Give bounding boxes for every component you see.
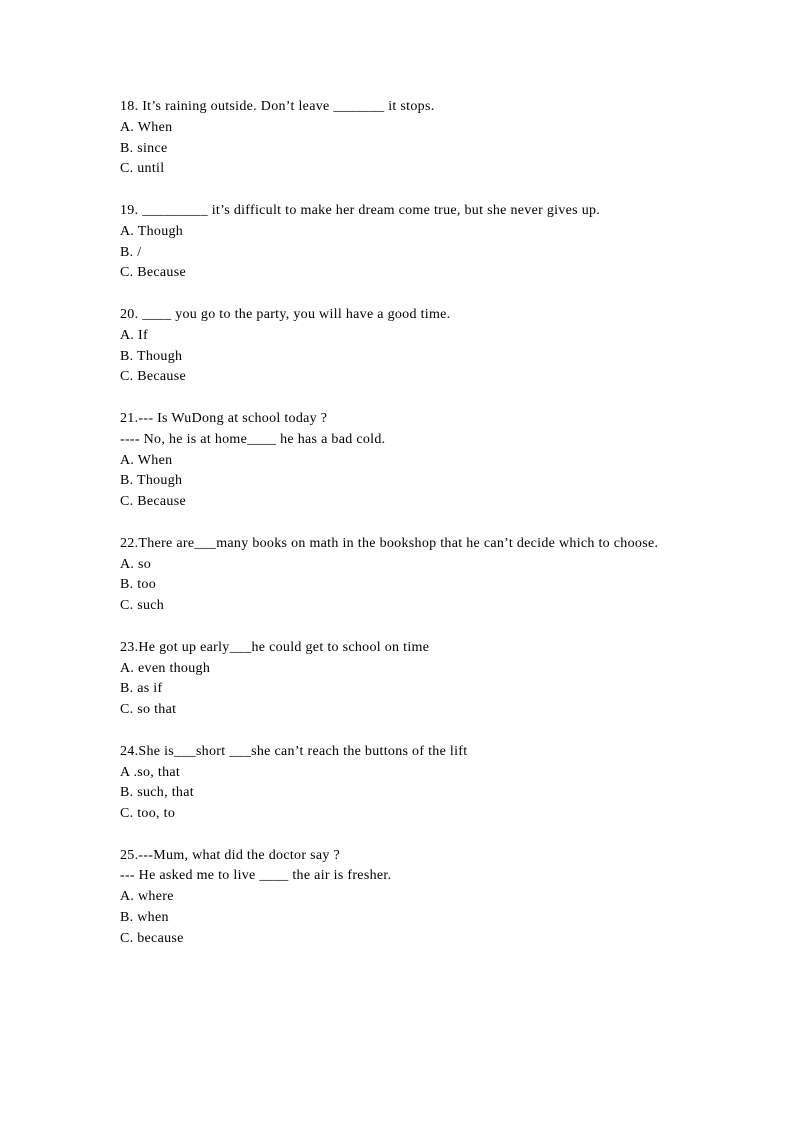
question-stem: 19. _________ it’s difficult to make her dream come true, but she never gives up. xyxy=(120,202,601,218)
option-c: C. Because xyxy=(120,369,186,385)
option-a: A. If xyxy=(120,327,148,343)
question-stem: 23.He got up early___he could get to school on time xyxy=(120,639,430,655)
question-stem: 20. ____ you go to the party, you will have a good time. xyxy=(120,306,451,322)
option-a: A. where xyxy=(120,889,174,905)
option-c: C. Because xyxy=(120,265,186,281)
option-c: C. too, to xyxy=(120,806,176,822)
question-21 xyxy=(120,409,674,513)
option-a: A .so, that xyxy=(120,764,181,780)
option-c: C. Because xyxy=(120,494,186,510)
option-a: A. When xyxy=(120,119,173,135)
option-a: A. When xyxy=(120,452,173,468)
question-stem: 22.There are___many books on math in the bookshop that he can’t decide which to choose. xyxy=(120,535,659,551)
option-c: C. because xyxy=(120,930,184,946)
question-22 xyxy=(120,534,674,617)
option-c: C. such xyxy=(120,598,165,614)
option-b: B. as if xyxy=(120,681,163,697)
question-20 xyxy=(120,305,674,388)
question-23 xyxy=(120,638,674,721)
option-c: C. so that xyxy=(120,702,177,718)
question-stem-reply: --- He asked me to live ____ the air is fresher. xyxy=(120,868,392,884)
option-b: B. too xyxy=(120,577,157,593)
option-b: B. such, that xyxy=(120,785,194,801)
question-stem: 24.She is___short ___she can’t reach the buttons of the lift xyxy=(120,743,468,759)
option-b: B. Though xyxy=(120,473,183,489)
option-a: A. so xyxy=(120,556,152,572)
question-stem-reply: ---- No, he is at home____ he has a bad cold. xyxy=(120,431,386,447)
option-a: A. Though xyxy=(120,223,184,239)
option-a: A. even though xyxy=(120,660,211,676)
question-stem: 21.--- Is WuDong at school today ? xyxy=(120,410,328,426)
question-18 xyxy=(120,97,674,180)
worksheet-page xyxy=(120,97,674,970)
question-25 xyxy=(120,846,674,950)
option-b: B. when xyxy=(120,910,169,926)
option-b: B. since xyxy=(120,140,168,156)
question-stem: 25.---Mum, what did the doctor say ? xyxy=(120,847,340,863)
question-19 xyxy=(120,201,674,284)
option-b: B. / xyxy=(120,244,142,260)
question-stem: 18. It’s raining outside. Don’t leave _______ it stops. xyxy=(120,99,435,114)
question-24 xyxy=(120,742,674,825)
option-b: B. Though xyxy=(120,348,183,364)
option-c: C. until xyxy=(120,161,165,177)
